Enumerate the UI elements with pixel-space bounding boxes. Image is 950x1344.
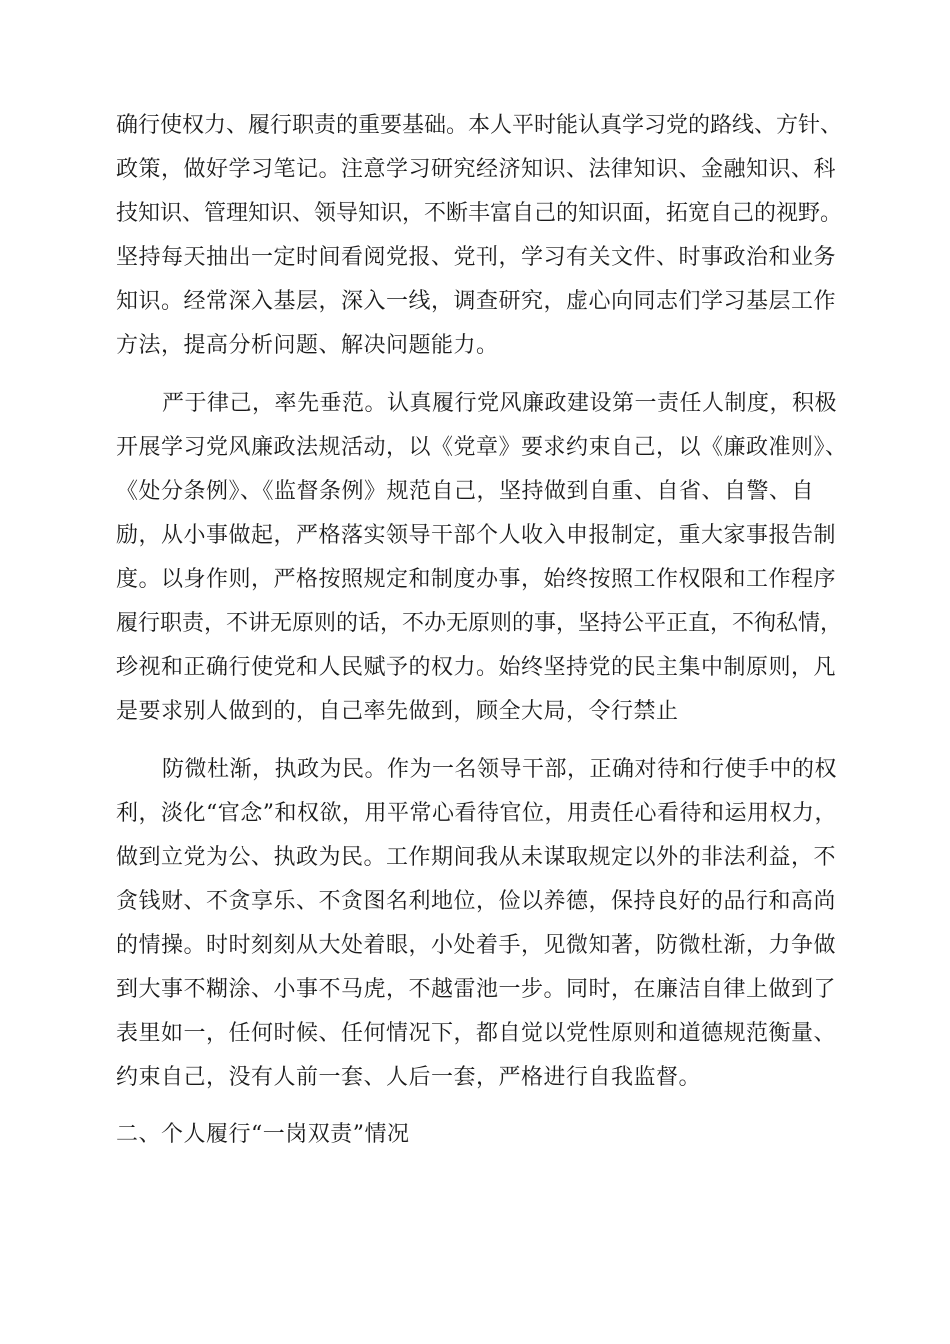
paragraph-line: 方法，提高分析问题、解决问题能力。: [116, 333, 499, 358]
section-heading: [116, 1113, 856, 1157]
paragraph-line: 开展学习党风廉政法规活动，以《党章》要求约束自己，以《廉政准则》、: [116, 435, 848, 460]
paragraph-line: 技知识、管理知识、领导知识，不断丰富自己的知识面，拓宽自己的视野。: [116, 201, 843, 226]
paragraph-line: 确行使权力、履行职责的重要基础。本人平时能认真学习党的路线、方针、: [116, 113, 843, 138]
paragraph-line: 是要求别人做到的，自己率先做到，顾全大局，令行禁止: [116, 699, 679, 724]
paragraph-line: 励，从小事做起，严格落实领导干部个人收入申报制定，重大家事报告制: [116, 523, 837, 548]
paragraph-line: 珍视和正确行使党和人民赋予的权力。始终坚持党的民主集中制原则，凡: [116, 655, 837, 680]
paragraph-line: 履行职责，不讲无原则的话，不办无原则的事，坚持公平正直，不徇私情，: [116, 611, 843, 636]
paragraph-line: 《处分条例》、《监督条例》规范自己，坚持做到自重、自省、自警、自: [116, 479, 815, 504]
paragraph-line: 约束自己，没有人前一套、人后一套，严格进行自我监督。: [116, 1065, 702, 1090]
section-heading-text: 二、个人履行“一岗双责”情况: [116, 1122, 410, 1147]
paragraph-self-discipline: [116, 382, 856, 734]
paragraph-line: 到大事不糊涂、小事不马虎，不越雷池一步。同时，在廉洁自律上做到了: [116, 977, 837, 1002]
paragraph-line: 贪钱财、不贪享乐、不贪图名利地位，俭以养德，保持良好的品行和高尚: [116, 889, 837, 914]
paragraph-line: 的情操。时时刻刻从大处着眼，小处着手，见微知著，防微杜渐，力争做: [116, 933, 837, 958]
paragraph-prevention: [116, 748, 856, 1100]
paragraph-line: 表里如一，任何时候、任何情况下，都自觉以党性原则和道德规范衡量、: [116, 1021, 837, 1046]
paragraph-line: 防微杜渐，执政为民。作为一名领导干部，正确对待和行使手中的权: [162, 757, 838, 782]
paragraph-line: 政策，做好学习笔记。注意学习研究经济知识、法律知识、金融知识、科: [116, 157, 837, 182]
paragraph-line: 度。以身作则，严格按照规定和制度办事，始终按照工作权限和工作程序: [116, 567, 837, 592]
paragraph-line: 严于律己，率先垂范。认真履行党风廉政建设第一责任人制度，积极: [162, 391, 838, 416]
paragraph-line: 利，淡化“官念”和权欲，用平常心看待官位，用责任心看待和运用权力，: [116, 801, 837, 826]
paragraph-learning: [116, 104, 856, 368]
paragraph-line: 知识。经常深入基层，深入一线，调查研究，虚心向同志们学习基层工作: [116, 289, 837, 314]
paragraph-line: 做到立党为公、执政为民。工作期间我从未谋取规定以外的非法利益，不: [116, 845, 837, 870]
paragraph-line: 坚持每天抽出一定时间看阅党报、党刊，学习有关文件、时事政治和业务: [116, 245, 837, 270]
